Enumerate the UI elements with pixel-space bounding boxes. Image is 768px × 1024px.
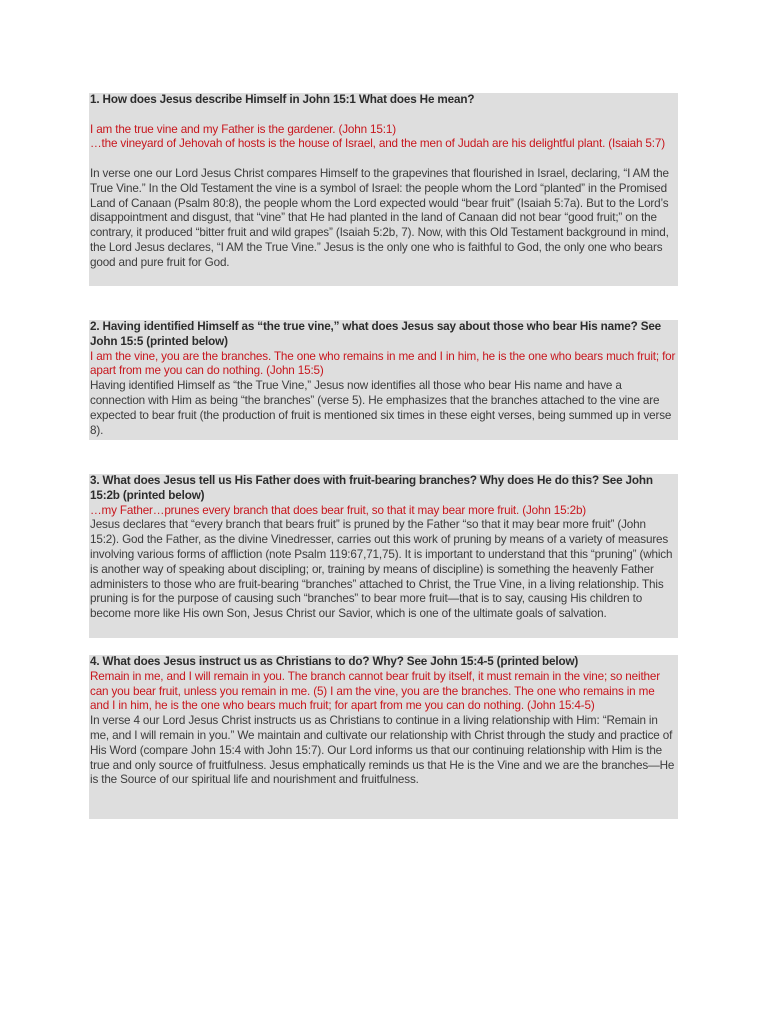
question-block-4 — [89, 655, 678, 819]
question-4-heading: 4. What does Jesus instruct us as Christians to do? Why? See John 15:4-5 (printed below) — [90, 655, 579, 668]
question-2-quote: I am the vine, you are the branches. The one who remains in me and I in him, he is the one who bears much fruit; for apart from me you can do nothing. (John 15:5) — [90, 349, 676, 378]
question-block-2 — [89, 320, 678, 440]
question-2-heading: 2. Having identified Himself as “the true vine,” what does Jesus say about those who bear His name? See John 15:5 (printed below) — [90, 320, 662, 348]
question-block-3 — [89, 474, 678, 638]
question-1-quote-john: I am the true vine and my Father is the gardener. (John 15:1) — [90, 122, 396, 136]
spacer — [90, 108, 676, 123]
question-block-1 — [89, 93, 678, 286]
question-1-quote-isaiah: …the vineyard of Jehovah of hosts is the house of Israel, and the men of Judah are his delightful plant. (Isaiah 5:7) — [90, 137, 665, 151]
question-4-quote: Remain in me, and I will remain in you. The branch cannot bear fruit by itself, it must remain in the vine; so neither can you bear fruit, unless you remain in me. (5) I am the vine, you are the branches. The one who remains in me and I in him, he is the one who bears much fruit; for apart from me you can do nothing. (John 15:4-5) — [90, 669, 660, 713]
question-1-heading: 1. How does Jesus describe Himself in John 15:1 What does He mean? — [90, 93, 475, 106]
question-3-heading: 3. What does Jesus tell us His Father does with fruit-bearing branches? Why does He do this? See John 15:2b (printed below) — [90, 474, 653, 502]
question-3-quote: …my Father…prunes every branch that does bear fruit, so that it may bear more fruit. (John 15:2b) — [90, 503, 587, 517]
question-4-answer: In verse 4 our Lord Jesus Christ instructs us as Christians to continue in a living relationship with Him: “Remain in me, and I will remain in you.” We maintain and cultivate our relationship with Christ through the study and practice of His Word (compare John 15:4 with John 15:7). Our Lord informs us that our continuing relationship with Him is the true and only source of fruitfulness. Jesus emphatically reminds us that He is the Vine and we are the branches—He is the Source of our spiritual life and nourishment and fruitfulness. — [90, 714, 675, 787]
question-3-answer: Jesus declares that “every branch that bears fruit” is pruned by the Father “so that it may bear more fruit” (John 15:2). God the Father, as the divine Vinedresser, carries out this work of pruning by means of a variety of measures involving various forms of affliction (note Psalm 119:67,71,75). It is important to understand that this “pruning” (which is another way of speaking about discipling; or, training by means of discipline) is something the heavenly Father administers to those who are fruit-bearing “branches” attached to Christ, the True Vine, in a living relationship. This pruning is for the purpose of causing such “branches” to bear more fruit—that is to say, causing His children to become more like His own Son, Jesus Christ our Savior, which is one of the ultimate goals of salvation. — [90, 518, 673, 621]
spacer — [90, 152, 676, 167]
question-1-answer: In verse one our Lord Jesus Christ compares Himself to the grapevines that flourished in Israel, declaring, “I AM the True Vine.” In the Old Testament the vine is a symbol of Israel: the people whom the Lord “planted” in the Promised Land of Canaan (Psalm 80:8), the people whom the Lord expected would “bear fruit” (Isaiah 5:7a). But to the Lord’s disappointment and disgust, that “vine” that He had planted in the land of Canaan did not bear “good fruit;” on the contrary, it produced “bitter fruit and wild grapes” (Isaiah 5:2b, 7). Now, with this Old Testament background in mind, the Lord Jesus declares, “I AM the True Vine.” Jesus is the only one who is faithful to God, the only one who bears good and pure fruit for God. — [90, 166, 669, 269]
question-2-answer: Having identified Himself as “the True Vine,” Jesus now identifies all those who bear His name and have a connection with Him as being “the branches” (verse 5). He emphasizes that the branches attached to the vine are expected to bear fruit (the production of fruit is mentioned six times in these eight verses, being summed up in verse 8). — [90, 379, 672, 437]
